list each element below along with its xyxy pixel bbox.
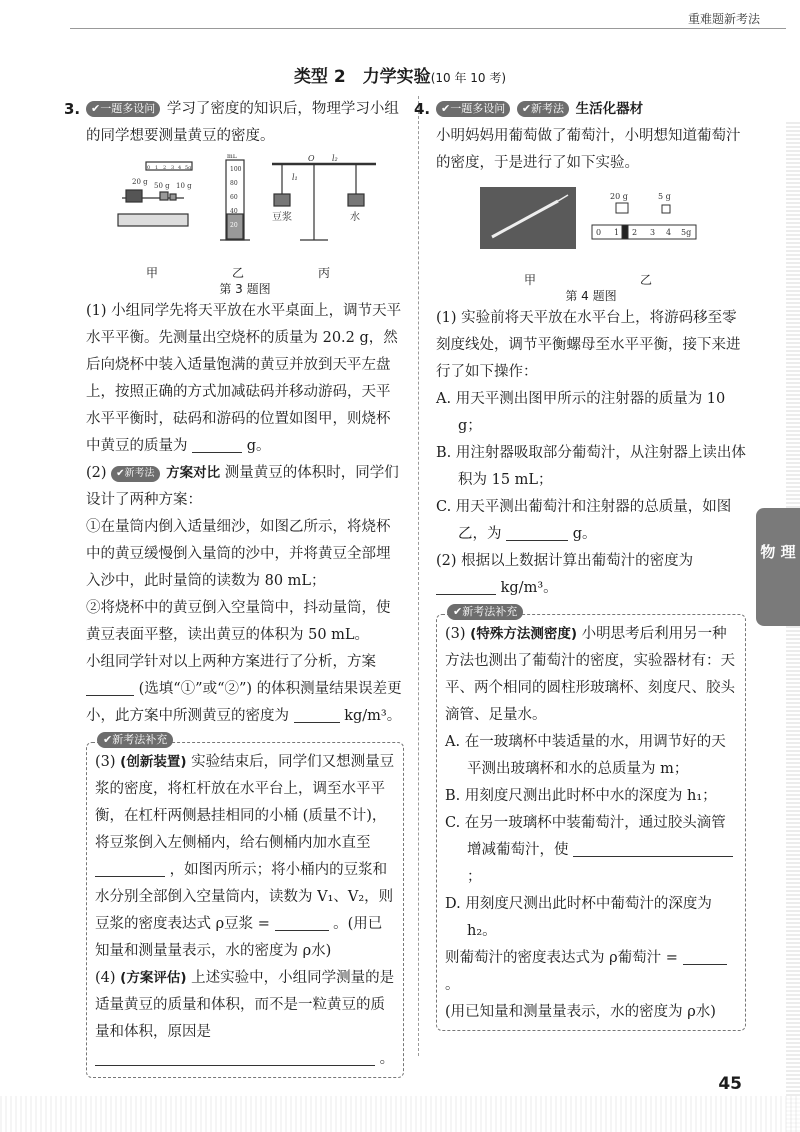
- q4-step-c-unit: g。: [572, 526, 597, 542]
- q3-part3-expression-blank[interactable]: [275, 913, 329, 931]
- q4-step-c-mass-blank[interactable]: [506, 523, 568, 541]
- ruler-tick-1: 1: [614, 228, 620, 237]
- ruler-tick-5: 5g: [681, 228, 692, 237]
- weight-50g: [160, 192, 168, 200]
- rider-tick-4: 4: [178, 165, 182, 171]
- q3-part2-number: (2): [86, 465, 107, 481]
- section-title-sub: (10 年 10 考): [430, 71, 507, 85]
- q3-part2-badge: ✔新考法: [111, 466, 159, 482]
- q3-part2-analysis: [86, 649, 404, 730]
- q4-badge-new: ✔新考法: [517, 101, 569, 117]
- q4-figure: [436, 181, 746, 305]
- ruler-tick-3: 3: [650, 228, 656, 237]
- rider-tick-1: 1: [155, 165, 159, 171]
- ruler-tick-4: 4: [666, 228, 672, 237]
- arm-l1-label: l₁: [292, 173, 298, 182]
- cylinder-tick-40: 40: [230, 208, 238, 215]
- q3-part1-answer-blank[interactable]: [192, 435, 242, 453]
- q4-part3-bold: (特殊方法测密度): [470, 626, 577, 642]
- q3-figure-drawing: [86, 154, 404, 250]
- q3-part2-option2: ②将烧杯中的黄豆倒入空量筒中，抖动量筒，使黄豆表面平整，读出黄豆的体积为 50 mL。: [86, 600, 391, 643]
- arm-l2-label: l₂: [332, 154, 338, 163]
- q4-method-step-c-blank[interactable]: [573, 839, 733, 857]
- cylinder-unit: mL: [227, 154, 237, 160]
- q4-part2: [436, 548, 746, 602]
- q3-part4: [95, 965, 395, 1073]
- q3-part3-text: 实验结束后，同学们又想测量豆浆的密度，将杠杆放在水平台上，调至水平平衡，在杠杆两侧悬挂相同的小桶 (质量不计)，将豆浆倒入左侧桶内，给右侧桶内加水直至: [95, 754, 395, 851]
- weight-10g: [170, 194, 176, 200]
- question-3: [64, 96, 404, 1078]
- q4-expression-text: 则葡萄汁的密度表达式为 ρ葡萄汁 =: [445, 950, 678, 966]
- scan-noise-bottom: [0, 1096, 800, 1132]
- q3-part3-condition-blank[interactable]: [95, 859, 165, 877]
- q3-part3-bold: (创新装置): [120, 754, 187, 770]
- q3-part3: [95, 749, 395, 965]
- rider-tick-2: 2: [163, 165, 167, 171]
- ruler-tick-2: 2: [632, 228, 638, 237]
- header-rule: [70, 28, 786, 29]
- question-3-number: 3.: [64, 100, 81, 118]
- q4-figure-caption: 第 4 题图: [565, 289, 617, 303]
- scale-mark-50g: 50 g: [154, 182, 170, 190]
- q3-part4-end: 。: [379, 1051, 395, 1067]
- q3-part3-number: (3): [95, 754, 116, 770]
- section-title-main: 类型 2 力学实验: [293, 67, 431, 87]
- q3-part1-text: (1) 小组同学先将天平放在水平桌面上，调节天平水平平衡。先测量出空烧杯的质量为 20.2 g，然后向烧杯中装入适量饱满的黄豆并放到天平左盘上，按照正确的方式加减砝码并移动游码，天平水平平衡时，砝码和游码的位置如图甲，则烧杯中黄豆的质量为: [86, 303, 402, 454]
- q3-part2-text: 测量黄豆的体积时，同学们设计了两种方案：: [86, 465, 399, 508]
- q3-part2-analysis-text2: (选填“①”或“②”) 的体积测量结果误差更小，此方案中所测黄豆的密度为: [86, 681, 402, 724]
- balance-illustration: [118, 162, 192, 226]
- bucket-label-water: 水: [350, 212, 360, 223]
- cylinder-tick-60: 60: [230, 194, 238, 201]
- cylinder-tick-100: 100: [230, 166, 242, 173]
- q3-part4-number: (4): [95, 970, 116, 986]
- q4-step-c-text: C. 用天平测出葡萄汁和注射器的总质量，如图乙，为: [436, 499, 732, 542]
- q4-expression-blank[interactable]: [683, 947, 727, 965]
- q3-part2-bold: 方案对比: [166, 465, 221, 481]
- q3-part4-reason-blank[interactable]: [95, 1048, 375, 1066]
- page-number: 45: [718, 1074, 742, 1094]
- pivot-label: O: [308, 154, 315, 163]
- q4-supplement-tag: ✔新考法补充: [447, 604, 523, 620]
- q3-figure-caption: 第 3 题图: [219, 282, 271, 296]
- balance-base: [118, 214, 188, 226]
- q3-part3-text3: 。(用已知量和测量量表示，水的密度为 ρ水): [95, 916, 383, 959]
- q3-part3-text2: ，如图丙所示；将小桶内的豆浆和水分别全部倒入空量筒内，读数为 V₁、V₂，则豆浆的密度表达式 ρ豆浆 =: [95, 862, 394, 932]
- q4-method-step-c-end: ；: [467, 869, 482, 885]
- q4-bold-title: 生活化器材: [575, 101, 644, 117]
- q3-badge: ✔一题多设问: [86, 101, 160, 117]
- cylinder-tick-80: 80: [230, 180, 238, 187]
- q4-method-step-d: D. 用刻度尺测出此时杯中葡萄汁的深度为 h₂。: [445, 896, 712, 939]
- q3-part2: [86, 460, 404, 514]
- q4-badge-multi: ✔一题多设问: [436, 101, 510, 117]
- weight-label-20g: 20 g: [610, 192, 628, 201]
- question-4-number: 4.: [414, 100, 431, 118]
- question-4: [414, 96, 746, 1031]
- q4-intro: 小明妈妈用葡萄做了葡萄汁，小明想知道葡萄汁的密度，于是进行了如下实验。: [436, 128, 741, 171]
- q4-part1: (1) 实验前将天平放在水平台上，将游码移至零刻度线处，调节平衡螺母至水平平衡，接下来进行了如下操作：: [436, 310, 741, 380]
- q3-part1-unit: g。: [246, 438, 271, 454]
- q4-method-step-c-text: C. 在另一玻璃杯中装葡萄汁，通过胶头滴管增减葡萄汁，使: [445, 815, 726, 858]
- q4-part3-number: (3): [445, 626, 466, 642]
- q4-part2-density-blank[interactable]: [436, 577, 496, 595]
- beaker-with-beans: [126, 190, 142, 202]
- fig-label-bing: 丙: [318, 266, 331, 280]
- subject-side-tab: 物 理: [756, 508, 800, 626]
- fig4-label-jia: 甲: [524, 273, 537, 287]
- q3-part2-choice-blank[interactable]: [86, 678, 134, 696]
- fig-label-yi: 乙: [232, 266, 245, 280]
- q4-method-step-b: B. 用刻度尺测出此时杯中水的深度为 h₁；: [445, 788, 717, 804]
- q4-supplement-box: [436, 605, 746, 1031]
- fig-label-jia: 甲: [146, 266, 159, 280]
- fig4-label-yi: 乙: [640, 273, 653, 287]
- q4-step-a: A. 用天平测出图甲所示的注射器的质量为 10 g；: [436, 391, 726, 434]
- q4-expression-end: 。: [445, 977, 460, 993]
- q3-intro: [86, 96, 404, 150]
- q4-part3-text: 小明思考后利用另一种方法也测出了葡萄汁的密度，实验器材有：天平、两个相同的圆柱形玻璃杯、刻度尺、胶头滴管、足量水。: [445, 626, 735, 723]
- q3-part2-unit: kg/m³。: [344, 708, 402, 724]
- ruler-tick-0: 0: [596, 228, 602, 237]
- rider-tick-0: 0: [147, 165, 151, 171]
- q3-figure-labels: [86, 260, 404, 280]
- q3-part2-analysis-text: 小组同学针对以上两种方案进行了分析，方案: [86, 654, 376, 670]
- q4-expression-note: (用已知量和测量量表示，水的密度为 ρ水): [445, 1004, 716, 1020]
- q3-part4-text: 上述实验中，小组同学测量的是适量黄豆的质量和体积，而不是一粒黄豆的质量和体积，原因是: [95, 970, 395, 1040]
- q4-expression: [445, 945, 737, 999]
- q4-method-step-c: [445, 810, 737, 891]
- weight-label-5g: 5 g: [658, 192, 671, 201]
- rider-tick-3: 3: [171, 165, 175, 171]
- q4-method-step-a: A. 在一玻璃杯中装适量的水，用调节好的天平测出玻璃杯和水的总质量为 m；: [445, 734, 726, 777]
- q4-part2-unit: kg/m³。: [500, 580, 558, 596]
- q4-figure-labels: [436, 267, 746, 287]
- scale-mark-20g: 20 g: [132, 178, 148, 186]
- cylinder-tick-20: 20: [230, 222, 238, 229]
- bucket-label-soymilk: 豆浆: [272, 212, 292, 223]
- q3-supplement-tag: ✔新考法补充: [97, 732, 173, 748]
- q4-heading: [436, 96, 746, 123]
- rider-tick-5: 5g: [185, 165, 192, 171]
- q4-figure-drawing: [436, 181, 746, 257]
- q4-step-b: B. 用注射器吸取部分葡萄汁，从注射器上读出体积为 15 mL；: [436, 445, 746, 488]
- q4-part2-text: (2) 根据以上数据计算出葡萄汁的密度为: [436, 553, 694, 569]
- scale-mark-10g: 10 g: [176, 182, 192, 190]
- scan-noise-right: [786, 120, 800, 1132]
- q4-step-c: [436, 494, 746, 548]
- q3-intro-text: 学习了密度的知识后，物理学习小组的同学想要测量黄豆的密度。: [86, 101, 399, 144]
- q4-part3: [445, 621, 737, 729]
- q3-part4-bold: (方案评估): [120, 970, 187, 986]
- q3-supplement-box: [86, 733, 404, 1078]
- q3-part1: [86, 298, 404, 460]
- section-title: [0, 62, 800, 87]
- column-divider: [418, 96, 419, 1056]
- q3-part2-density-blank[interactable]: [294, 705, 340, 723]
- lever-apparatus: [272, 164, 376, 240]
- q3-figure: [86, 154, 404, 298]
- q3-part2-option1: ①在量筒内倒入适量细沙，如图乙所示，将烧杯中的黄豆缓慢倒入量筒的沙中，并将黄豆全部埋入沙中，此时量筒的读数为 80 mL；: [86, 519, 391, 589]
- header-tag: 重难题新考法: [687, 12, 760, 26]
